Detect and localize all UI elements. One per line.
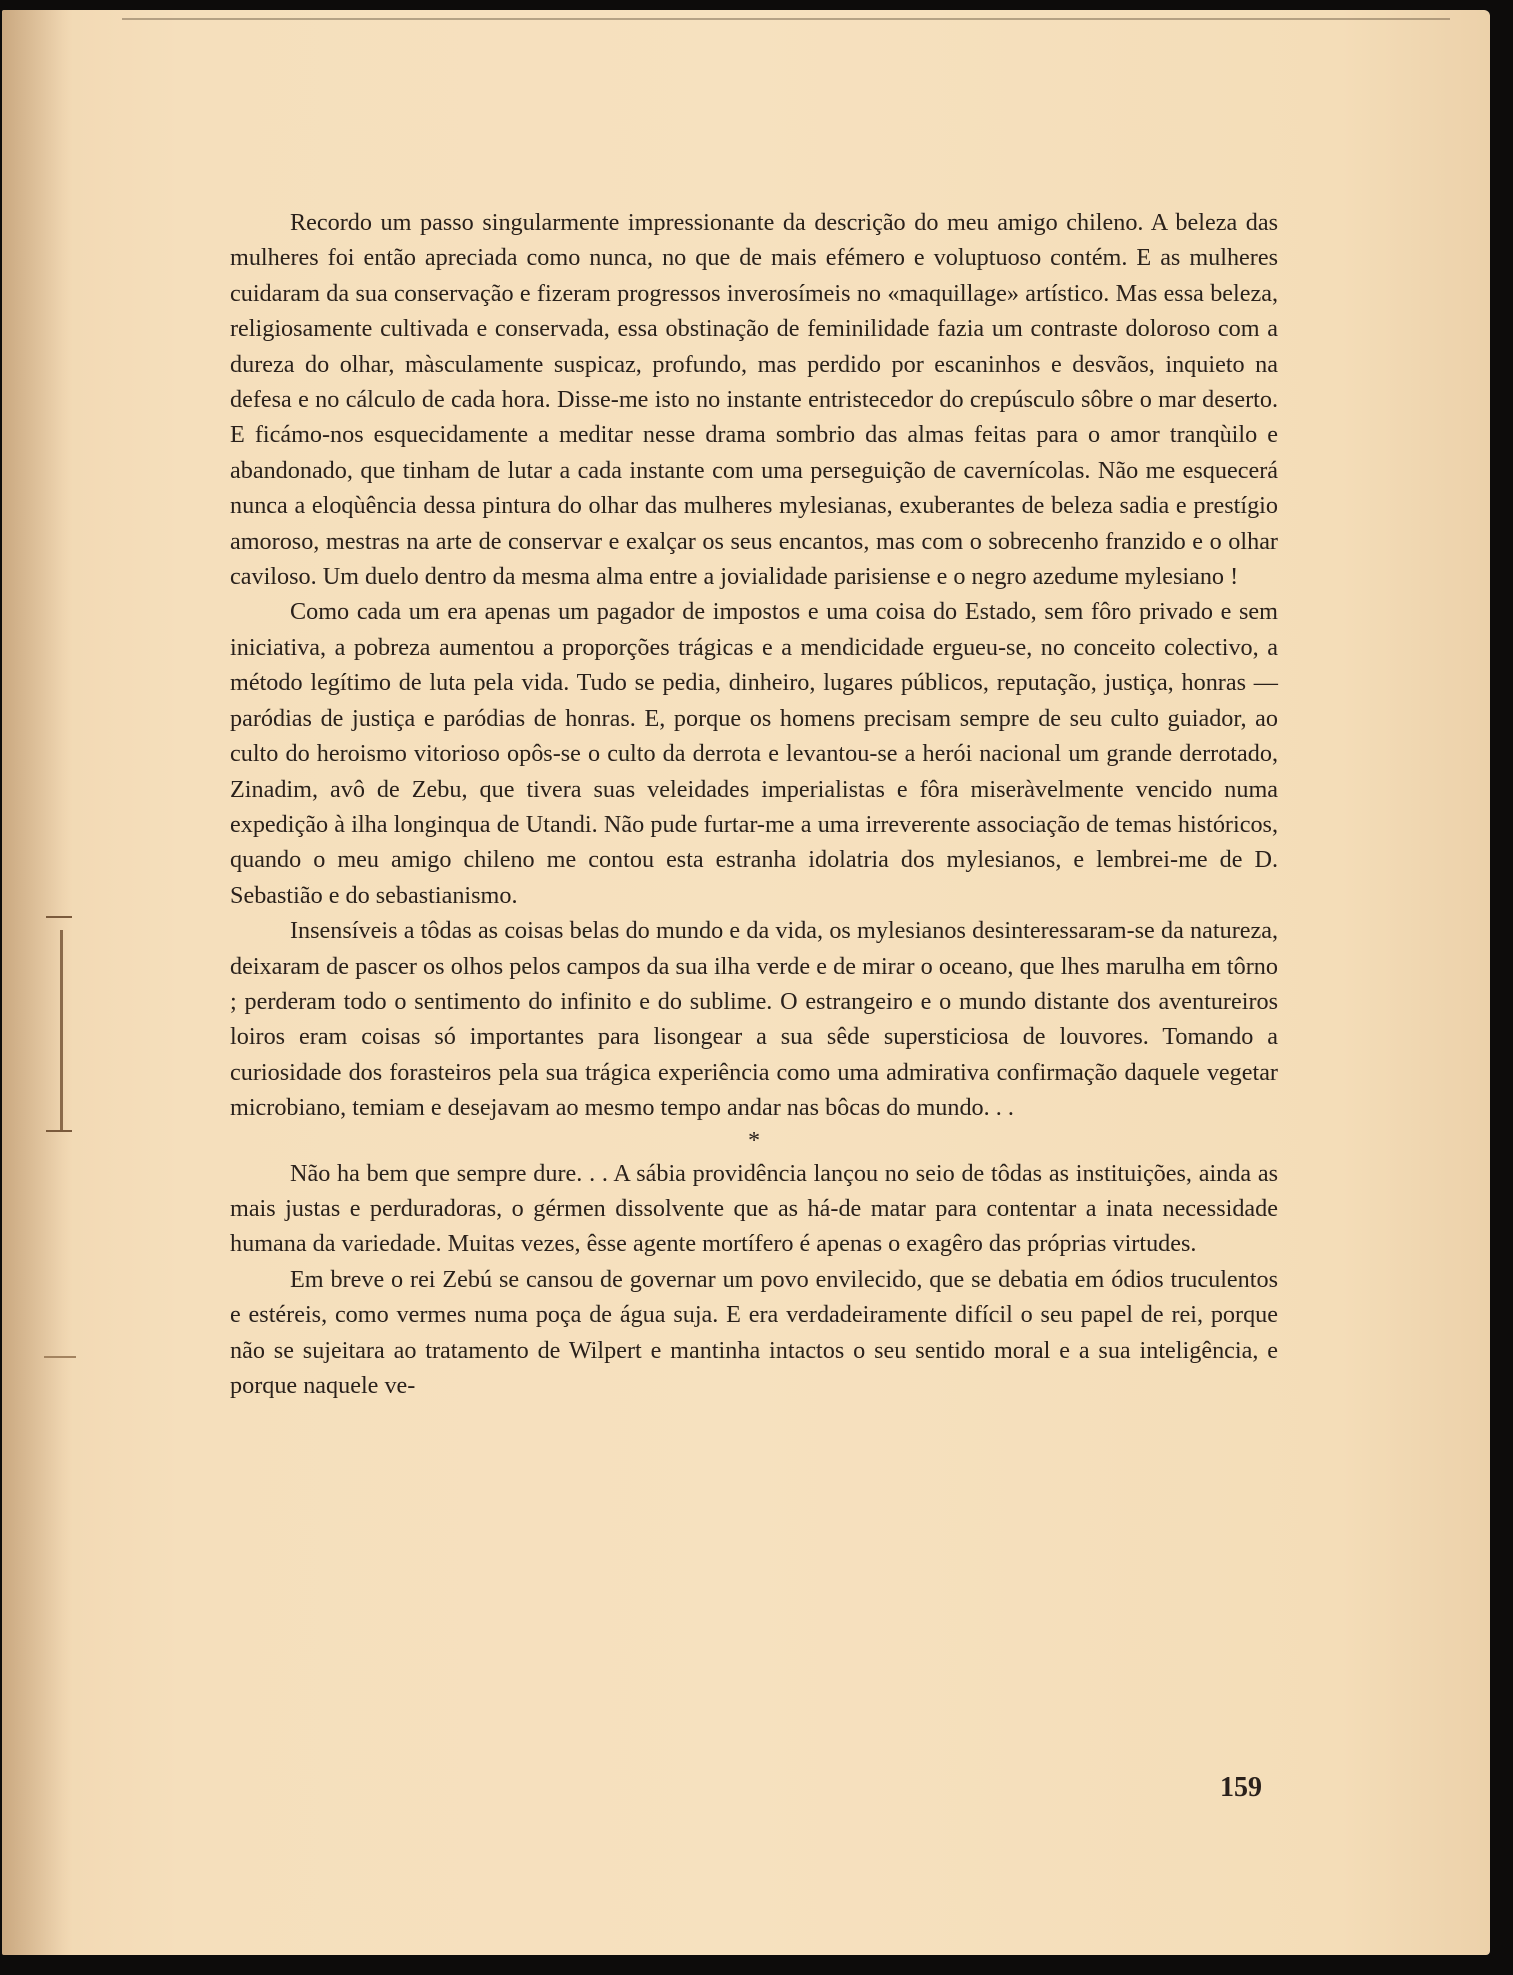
paragraph: Como cada um era apenas um pagador de impostos e uma coisa do Estado, sem fôro privado e sem iniciativa, a pobreza aumentou a proporções trágicas e a mendicidade ergueu-se, no conceito colectivo, a método legítimo de luta pela vida. Tudo se pedia, dinheiro, lugares públicos, reputação, justiça, honras — paródias de justiça e paródias de honras. E, porque os homens precisam sempre de seu culto guiador, ao culto do heroismo vitorioso opôs-se o culto da derrota e levantou-se a herói nacional um grande derrotado, Zinadim, avô de Zebu, que tivera suas veleidades imperialistas e fôra miseràvelmente vencido numa expedição à ilha longinqua de Utandi. Não pude furtar-me a uma irreverente associação de temas históricos, quando o meu amigo chileno me contou esta estranha idolatria dos mylesianos, e lembrei-me de D. Sebastião e do sebastianismo.	[230, 598, 1278, 909]
body-text	[230, 205, 1278, 1403]
margin-binding-mark	[60, 930, 63, 1130]
paragraph: Recordo um passo singularmente impressionante da descrição do meu amigo chileno. A beleza das mulheres foi então apreciada como nunca, no que de mais efémero e voluptuoso contém. E as mulheres cuidaram da sua conservação e fizeram progressos inverosímeis no «maquillage» artístico. Mas essa beleza, religiosamente cultivada e conservada, essa obstinação de feminilidade fazia um contraste doloroso com a dureza do olhar, màsculamente suspicaz, profundo, mas perdido por escaninhos e desvãos, inquieto na defesa e no cálculo de cada hora. Disse-me isto no instante entristecedor do crepúsculo sôbre o mar deserto. E ficámo-nos esquecidamente a meditar nesse drama sombrio das almas feitas para o amor tranqùilo e abandonado, que tinham de lutar a cada instante com uma perseguição de cavernícolas. Não me esquecerá nunca a eloqùência dessa pintura do olhar das mulheres mylesianas, exuberantes de beleza sadia e prestígio amoroso, mestras na arte de conservar e exalçar os seus encantos, mas com o sobrecenho franzido e o olhar caviloso. Um duelo dentro da mesma alma entre a jovialidade parisiense e o negro azedume mylesiano !	[230, 209, 1278, 591]
page-number: 159	[1220, 1772, 1262, 1803]
top-edge-line	[122, 18, 1450, 20]
paragraph: Não ha bem que sempre dure. . . A sábia providência lançou no seio de tôdas as instituições, ainda as mais justas e perduradoras, o gérmen dissolvente que as há-de matar para contentar a inata necessidade humana da variedade. Muitas vezes, êsse agente mortífero é apenas o exagêro das próprias virtudes.	[230, 1159, 1278, 1258]
book-page	[2, 10, 1490, 1955]
margin-tick-mark	[44, 1356, 76, 1358]
paragraph: Em breve o rei Zebú se cansou de governar um povo envilecido, que se debatia em ódios truculentos e estéreis, como vermes numa poça de água suja. E era verdadeiramente difícil o seu papel de rei, porque não se sujeitara ao tratamento de Wilpert e mantinha intactos o seu sentido moral e a sua inteligência, e porque naquele ve-	[230, 1265, 1278, 1399]
paragraph: Insensíveis a tôdas as coisas belas do mundo e da vida, os mylesianos desinteressaram-se da natureza, deixaram de pascer os olhos pelos campos da sua ilha verde e de mirar o oceano, que lhes marulha em tôrno ; perderam todo o sentimento do infinito e do sublime. O estrangeiro e o mundo distante dos aventureiros loiros eram coisas só importantes para lisongear a sua sêde supersticiosa de louvores. Tomando a curiosidade dos forasteiros pela sua trágica experiência como uma admirativa confirmação daquele vegetar microbiano, temiam e desejavam ao mesmo tempo andar nas bôcas do mundo. . .	[230, 917, 1278, 1122]
section-separator: *	[747, 1126, 761, 1154]
margin-tick-mark	[46, 1130, 72, 1132]
margin-tick-mark	[46, 916, 72, 918]
